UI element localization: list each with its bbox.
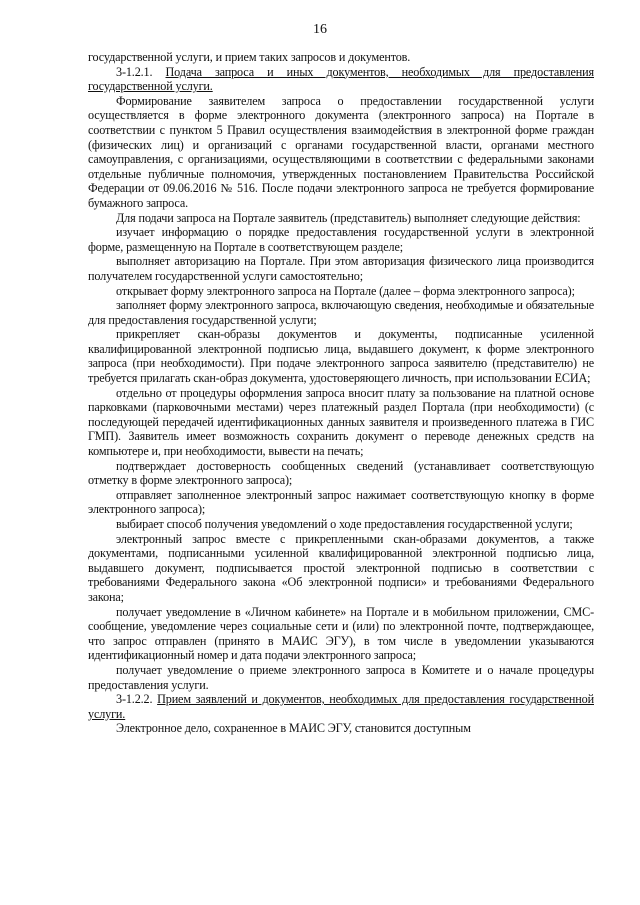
list-item: заполняет форму электронного запроса, включающую сведения, необходимые и обязательные для предоставления государственной услуги;	[88, 298, 594, 327]
list-item: изучает информацию о порядке предоставления государственной услуги в электронной форме, размещенную на Портале в соответствующем разделе;	[88, 225, 594, 254]
list-item: выбирает способ получения уведомлений о ходе предоставления государственной услуги;	[116, 517, 573, 531]
document-body	[88, 50, 594, 736]
section-number: 3-1.2.1.	[116, 64, 166, 79]
section-title: Подача запроса и иных документов, необходимых для предоставления государственной услуги.	[88, 64, 594, 94]
list-item: отправляет заполненное электронный запрос нажимает соответствующую кнопку в форме электронного запроса);	[88, 487, 594, 517]
list-item: открывает форму электронного запроса на Портале (далее – форма электронного запроса);	[116, 283, 575, 298]
section-title: Прием заявлений и документов, необходимых для предоставления государственной услуги.	[88, 692, 594, 721]
list-item: выполняет авторизацию на Портале. При этом авторизация физического лица производится получателем государственной услуги самостоятельно;	[88, 254, 594, 283]
page-number: 16	[313, 22, 327, 37]
list-item: получает уведомление в «Личном кабинете» на Портале и в мобильном приложении, СМС-сообщение, уведомление через социальные сети и (или) по электронной почте, подтверждающее, что запрос отправлен (принято в МАИС ЭГУ), в том числе в уведомлении указываются идентификационный номер и дата подачи электронного запроса;	[88, 604, 594, 663]
paragraph: Электронное дело, сохраненное в МАИС ЭГУ, становится доступным	[116, 721, 471, 736]
list-item: электронный запрос вместе с прикрепленными скан-образами документов, а также документами, подписанными усиленной квалифицированной электронной подписью лица, выдавшего документ, подписывается простой электронной подписью в соответствии с требованиями Федерального закона «Об электронной подписи» и требованиями Федерального закона;	[88, 531, 594, 604]
list-item: подтверждает достоверность сообщенных сведений (устанавливает соответствующую отметку в форме электронного запроса);	[88, 458, 594, 488]
section-number: 3-1.2.2.	[116, 692, 158, 707]
list-item: получает уведомление о приеме электронного запроса в Комитете и о начале процедуры предоставления услуги.	[88, 662, 594, 692]
paragraph: Формирование заявителем запроса о предоставлении государственной услуги осуществляется в форме электронного документа (электронного запроса) на Портале в соответствии с пунктом 5 Правил осуществления взаимодействия в электронной форме граждан (физических лиц) и организаций с органами государственной власти, органами местного самоуправления, с организациями, осуществляющими в соответствии с федеральными законами отдельные публичные полномочия, утвержденных постановлением Правительства Российской Федерации от 09.06.2016 № 516. После подачи электронного запроса не требуется формирование бумажного запроса.	[88, 93, 594, 210]
paragraph: государственной услуги, и прием таких запросов и документов.	[88, 50, 411, 64]
paragraph: Для подачи запроса на Портале заявитель (представитель) выполняет следующие действия:	[116, 210, 581, 225]
section-heading-paragraph	[88, 65, 594, 94]
list-item: отдельно от процедуры оформления запроса вносит плату за пользование на платной основе парковками (парковочными местами) через платежный раздел Портала (при необходимости) (с последующей передачей идентификационных данных заявителя и произведенного платежа в ГИС ГМП). Заявитель имеет возможность сохранить документ о переводе денежных средств на компьютере и, при необходимости, вывести на печать;	[88, 385, 594, 459]
list-item: прикрепляет скан-образы документов и документы, подписанные усиленной квалифицированной электронной подписью лица, выдавшего документ, к форме электронного запроса (при необходимости). При подаче электронного запроса заявителю (представителю) не требуется прилагать скан-образ документа, удостоверяющего личность, при использовании ЕСИА;	[88, 327, 594, 386]
section-heading-paragraph	[88, 692, 594, 721]
